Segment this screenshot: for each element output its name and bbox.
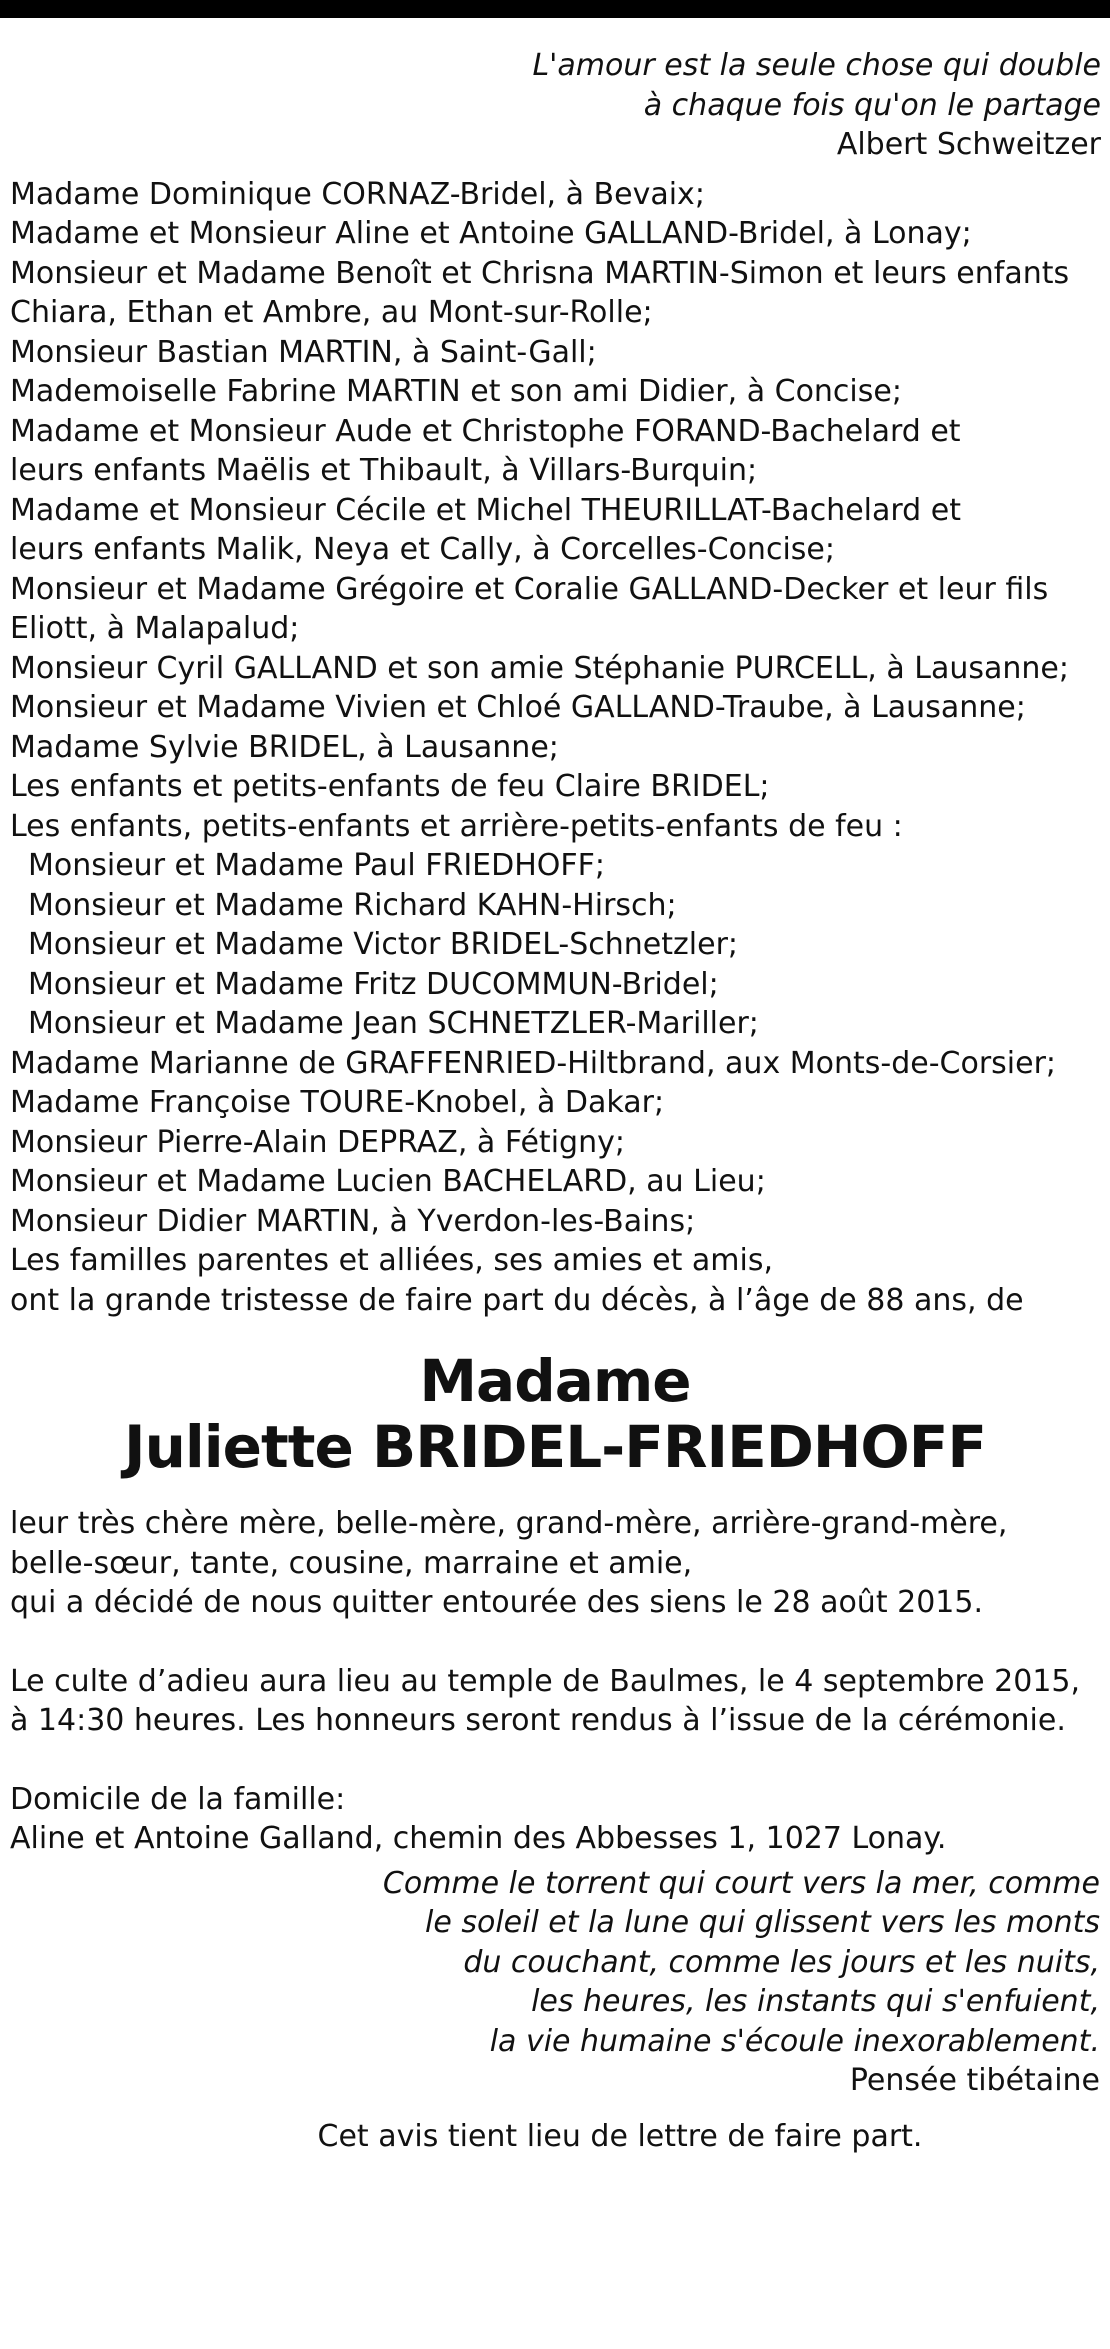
family-line: Monsieur et Madame Benoît et Chrisna MARTIN-Simon et leurs enfants bbox=[10, 255, 1070, 291]
family-line: Monsieur et Madame Richard KAHN-Hirsch; bbox=[28, 887, 677, 923]
family-line: Monsieur et Madame Fritz DUCOMMUN-Bridel; bbox=[28, 966, 719, 1002]
description-line: leur très chère mère, belle-mère, grand-mère, arrière-grand-mère, bbox=[10, 1506, 1008, 1541]
family-line: Monsieur Cyril GALLAND et son amie Stéphanie PURCELL, à Lausanne; bbox=[10, 650, 1069, 686]
obituary-notice bbox=[10, 46, 1100, 2156]
family-line: ont la grande tristesse de faire part du décès, à l’âge de 88 ans, de bbox=[10, 1282, 1024, 1318]
family-line: Monsieur Bastian MARTIN, à Saint-Gall; bbox=[10, 334, 597, 370]
family-line: Madame et Monsieur Aude et Christophe FORAND-Bachelard et bbox=[10, 413, 961, 449]
epigraph-line: à chaque fois qu'on le partage bbox=[643, 87, 1101, 123]
family-line: Madame et Monsieur Cécile et Michel THEURILLAT-Bachelard et bbox=[10, 492, 961, 528]
family-line: Madame Marianne de GRAFFENRIED-Hiltbrand, aux Monts-de-Corsier; bbox=[10, 1045, 1057, 1081]
closing-quote-line: les heures, les instants qui s'enfuient, bbox=[531, 1984, 1100, 2019]
family-line: Monsieur et Madame Grégoire et Coralie GALLAND-Decker et leur fils bbox=[10, 571, 1049, 607]
description-line: qui a décidé de nous quitter entourée des siens le 28 août 2015. bbox=[10, 1585, 984, 1620]
family-line: Eliott, à Malapalud; bbox=[10, 611, 300, 646]
family-line: Madame et Monsieur Aline et Antoine GALLAND-Bridel, à Lonay; bbox=[10, 216, 972, 251]
closing-quote-line: du couchant, comme les jours et les nuits, bbox=[463, 1944, 1100, 1980]
epigraph-author: Albert Schweitzer bbox=[836, 127, 1101, 162]
family-line: Madame Françoise TOURE-Knobel, à Dakar; bbox=[10, 1085, 665, 1120]
family-line: leurs enfants Malik, Neya et Cally, à Corcelles-Concise; bbox=[10, 532, 835, 567]
closing-quote-line: Comme le torrent qui court vers la mer, comme bbox=[382, 1865, 1100, 1901]
family-line: Monsieur et Madame Paul FRIEDHOFF; bbox=[28, 848, 606, 883]
closing-quote-author: Pensée tibétaine bbox=[849, 2063, 1100, 2098]
family-line: Madame Dominique CORNAZ-Bridel, à Bevaix; bbox=[10, 176, 705, 212]
epigraph-line: L'amour est la seule chose qui double bbox=[532, 48, 1101, 83]
deceased-name: Juliette BRIDEL-FRIEDHOFF bbox=[124, 1413, 986, 1481]
closing-quote-line: la vie humaine s'écoule inexorablement. bbox=[489, 2023, 1100, 2059]
family-line: Les enfants et petits-enfants de feu Claire BRIDEL; bbox=[10, 769, 770, 804]
ceremony-paragraph bbox=[10, 1662, 1100, 1741]
description-paragraph bbox=[10, 1504, 1100, 1623]
closing-quote-line: le soleil et la lune qui glissent vers les monts bbox=[425, 1905, 1100, 1940]
top-border-bar bbox=[0, 0, 1110, 18]
ceremony-line: Le culte d’adieu aura lieu au temple de Baulmes, le 4 septembre 2015, bbox=[10, 1663, 1081, 1699]
epigraph bbox=[10, 46, 1101, 165]
family-line: Les familles parentes et alliées, ses amies et amis, bbox=[10, 1243, 774, 1278]
family-line: Chiara, Ethan et Ambre, au Mont-sur-Rolle; bbox=[10, 295, 653, 330]
description-line: belle-sœur, tante, cousine, marraine et amie, bbox=[10, 1545, 693, 1581]
deceased-name-block bbox=[10, 1348, 1100, 1480]
family-line: Monsieur et Madame Victor BRIDEL-Schnetzler; bbox=[28, 927, 739, 962]
family-line: Madame Sylvie BRIDEL, à Lausanne; bbox=[10, 729, 559, 765]
family-line: leurs enfants Maëlis et Thibault, à Villars-Burquin; bbox=[10, 453, 758, 488]
family-line: Monsieur Didier MARTIN, à Yverdon-les-Bains; bbox=[10, 1203, 696, 1239]
ceremony-line: à 14:30 heures. Les honneurs seront rendus à l’issue de la cérémonie. bbox=[10, 1703, 1066, 1738]
family-line: Monsieur Pierre-Alain DEPRAZ, à Fétigny; bbox=[10, 1124, 625, 1160]
family-line: Mademoiselle Fabrine MARTIN et son ami Didier, à Concise; bbox=[10, 374, 902, 409]
family-line: Les enfants, petits-enfants et arrière-petits-enfants de feu : bbox=[10, 808, 903, 844]
family-list bbox=[10, 175, 1100, 1321]
domicile-address: Aline et Antoine Galland, chemin des Abbesses 1, 1027 Lonay. bbox=[10, 1821, 947, 1856]
family-line: Monsieur et Madame Jean SCHNETZLER-Mariller; bbox=[28, 1006, 759, 1041]
closing-note: Cet avis tient lieu de lettre de faire part. bbox=[317, 2118, 923, 2154]
deceased-title: Madame bbox=[419, 1347, 691, 1415]
domicile-paragraph bbox=[10, 1780, 1100, 1859]
family-line: Monsieur et Madame Lucien BACHELARD, au Lieu; bbox=[10, 1164, 766, 1199]
family-line: Monsieur et Madame Vivien et Chloé GALLAND-Traube, à Lausanne; bbox=[10, 690, 1026, 725]
domicile-label: Domicile de la famille: bbox=[10, 1781, 346, 1817]
closing-quote bbox=[10, 1864, 1100, 2101]
